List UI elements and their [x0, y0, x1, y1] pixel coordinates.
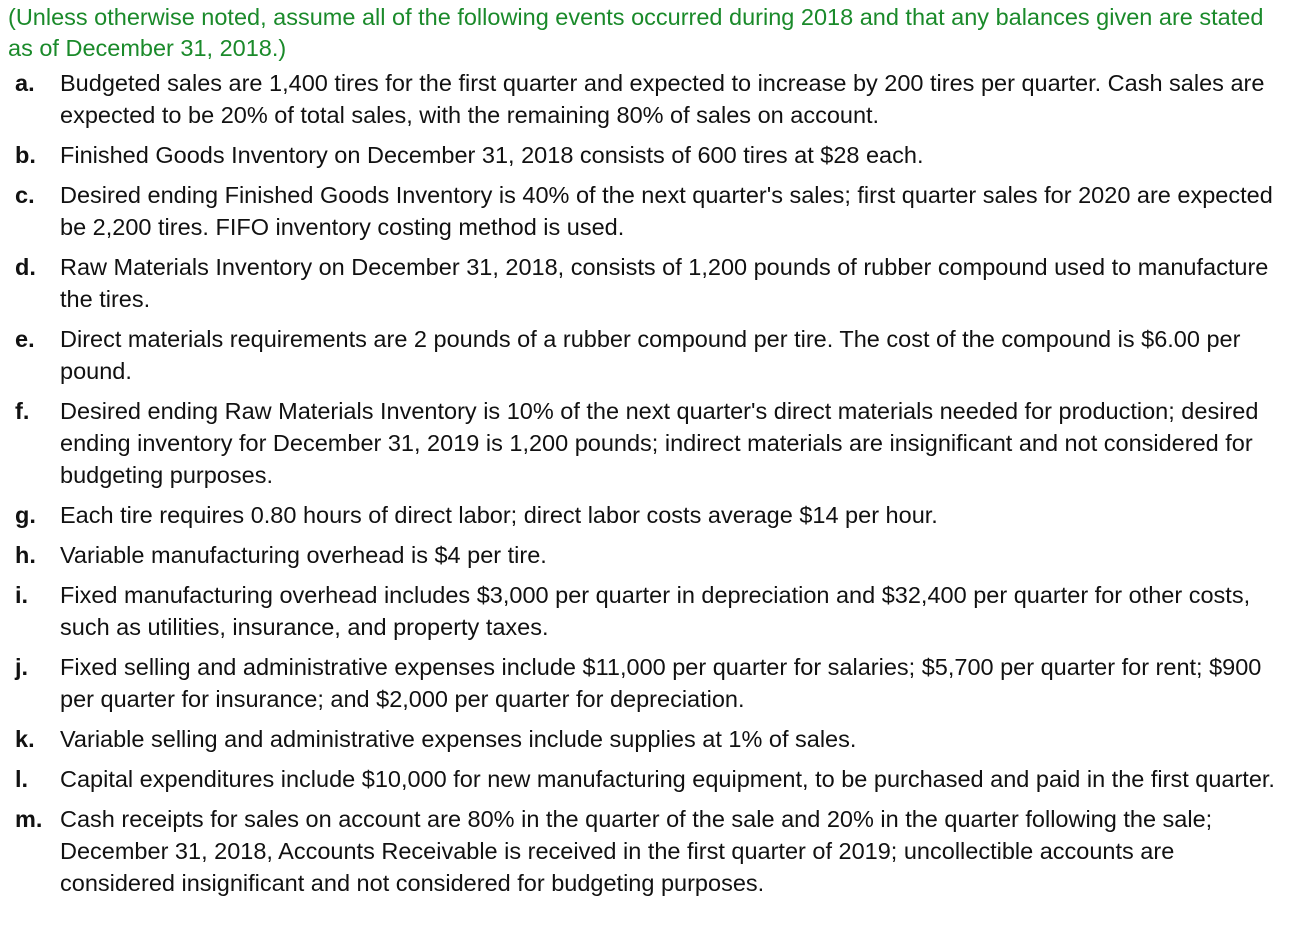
item-text: Capital expenditures include $10,000 for new manufacturing equipment, to be purchased and paid in the first quarter.: [60, 766, 1275, 792]
list-item: [8, 539, 1288, 571]
assumption-list: [8, 67, 1288, 899]
list-item: [8, 763, 1288, 795]
list-item: [8, 179, 1288, 243]
list-item: [8, 139, 1288, 171]
item-letter: c.: [15, 182, 35, 208]
item-text: Desired ending Raw Materials Inventory is 10% of the next quarter's direct materials needed for production; desired ending inventory for December 31, 2019 is 1,200 pounds; indirect materials are insignificant and not considered for budgeting purposes.: [60, 398, 1259, 488]
item-text: Budgeted sales are 1,400 tires for the first quarter and expected to increase by 200 tires per quarter. Cash sales are expected to be 20% of total sales, with the remaining 80% of sales on account.: [60, 70, 1265, 128]
item-text: Cash receipts for sales on account are 80% in the quarter of the sale and 20% in the quarter following the sale; December 31, 2018, Accounts Receivable is received in the first quarter of 2019; uncollectible accounts are considered insignificant and not considered for budgeting purposes.: [60, 806, 1213, 896]
item-letter: l.: [15, 766, 29, 792]
item-text: Finished Goods Inventory on December 31, 2018 consists of 600 tires at $28 each.: [60, 142, 924, 168]
item-text: Direct materials requirements are 2 pounds of a rubber compound per tire. The cost of the compound is $6.00 per pound.: [60, 326, 1241, 384]
item-letter: e.: [15, 326, 35, 352]
item-letter: j.: [15, 654, 29, 680]
item-letter: h.: [15, 542, 36, 568]
list-item: [8, 67, 1288, 131]
item-letter: g.: [15, 502, 36, 528]
list-item: [8, 803, 1288, 899]
item-text: Variable manufacturing overhead is $4 per tire.: [60, 542, 547, 568]
item-text: Raw Materials Inventory on December 31, 2018, consists of 1,200 pounds of rubber compound used to manufacture the tires.: [60, 254, 1269, 312]
list-item: [8, 499, 1288, 531]
list-item: [8, 723, 1288, 755]
item-text: Desired ending Finished Goods Inventory is 40% of the next quarter's sales; first quarter sales for 2020 are expected be 2,200 tires. FIFO inventory costing method is used.: [60, 182, 1273, 240]
item-letter: k.: [15, 726, 35, 752]
item-letter: b.: [15, 142, 36, 168]
item-text: Each tire requires 0.80 hours of direct labor; direct labor costs average $14 per hour.: [60, 502, 938, 528]
item-letter: i.: [15, 582, 29, 608]
list-item: [8, 651, 1288, 715]
intro-note: (Unless otherwise noted, assume all of the following events occurred during 2018 and that any balances given are stated as of December 31, 2018.): [8, 4, 1264, 61]
item-letter: m.: [15, 806, 43, 832]
list-item: [8, 395, 1288, 491]
item-text: Fixed manufacturing overhead includes $3,000 per quarter in depreciation and $32,400 per quarter for other costs, such as utilities, insurance, and property taxes.: [60, 582, 1251, 640]
item-text: Variable selling and administrative expenses include supplies at 1% of sales.: [60, 726, 857, 752]
item-letter: a.: [15, 70, 35, 96]
item-text: Fixed selling and administrative expenses include $11,000 per quarter for salaries; $5,700 per quarter for rent; $900 per quarter for insurance; and $2,000 per quarter for depreciation.: [60, 654, 1262, 712]
item-letter: f.: [15, 398, 30, 424]
list-item: [8, 251, 1288, 315]
list-item: [8, 323, 1288, 387]
list-item: [8, 579, 1288, 643]
item-letter: d.: [15, 254, 36, 280]
